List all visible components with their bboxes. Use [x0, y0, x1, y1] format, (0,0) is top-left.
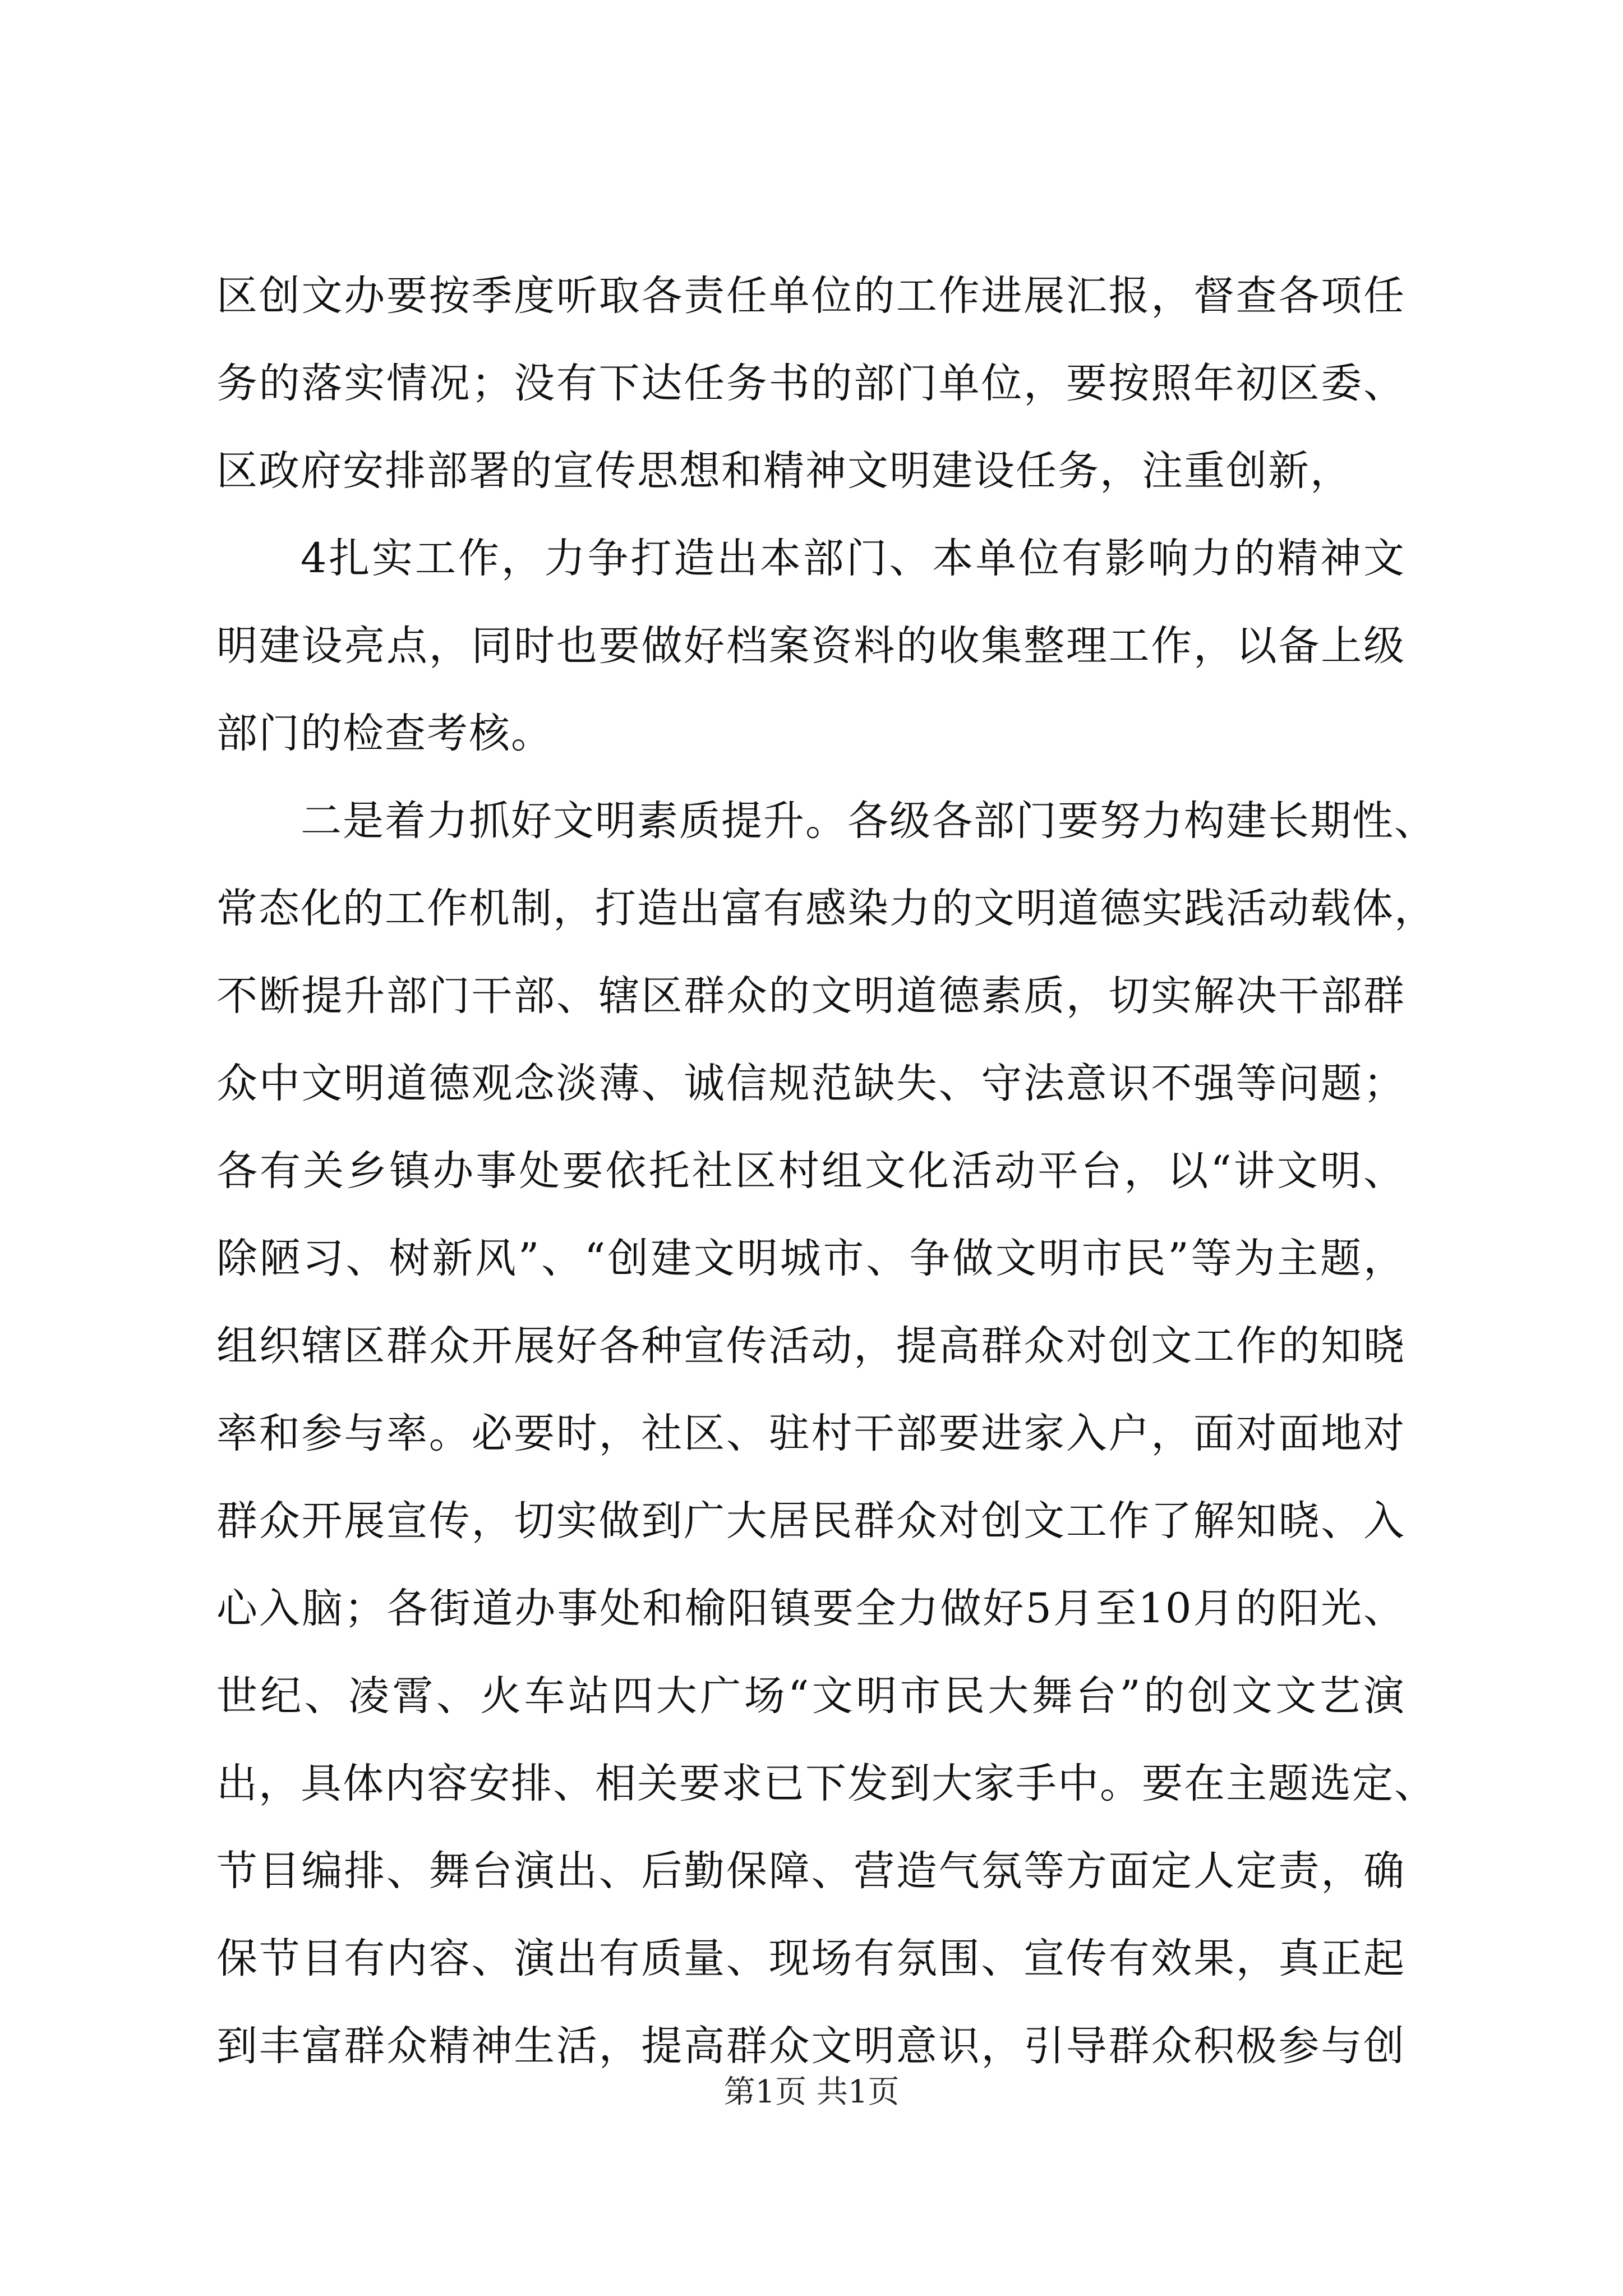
- text-line: 常态化的工作机制，打造出富有感染力的文明道德实践活动载体，: [216, 885, 1436, 932]
- text-line: 保节目有内容、演出有质量、现场有氛围、宣传有效果，真正起: [216, 1935, 1405, 1982]
- text-line: 众中文明道德观念淡薄、诚信规范缺失、守法意识不强等问题；: [216, 1060, 1405, 1107]
- text-line: 出，具体内容安排、相关要求已下发到大家手中。要在主题选定、: [216, 1760, 1436, 1807]
- text-line: 到丰富群众精神生活，提高群众文明意识，引导群众积极参与创: [216, 2022, 1405, 2070]
- text-line: 二是着力抓好文明素质提升。各级各部门要努力构建长期性、: [301, 797, 1436, 845]
- text-line: 世纪、凌霄、火车站四大广场“文明市民大舞台”的创文文艺演: [216, 1672, 1405, 1720]
- text-line: 各有关乡镇办事处要依托社区村组文化活动平台，以“讲文明、: [216, 1147, 1405, 1195]
- text-line: 不断提升部门干部、辖区群众的文明道德素质，切实解决干部群: [216, 972, 1405, 1020]
- text-line: 区创文办要按季度听取各责任单位的工作进展汇报，督查各项任: [216, 272, 1405, 320]
- text-line: 部门的检查考核。: [216, 710, 553, 757]
- text-line: 明建设亮点，同时也要做好档案资料的收集整理工作，以备上级: [216, 622, 1405, 670]
- text-line: 率和参与率。必要时，社区、驻村干部要进家入户，面对面地对: [216, 1410, 1405, 1457]
- text-line: 群众开展宣传，切实做到广大居民群众对创文工作了解知晓、入: [216, 1497, 1405, 1545]
- document-body: [216, 252, 1436, 2090]
- text-line: 4扎实工作，力争打造出本部门、本单位有影响力的精神文: [301, 535, 1405, 582]
- text-line: 心入脑；各街道办事处和榆阳镇要全力做好5月至10月的阳光、: [216, 1585, 1405, 1632]
- page-number-label: 第1页 共1页: [723, 2074, 900, 2110]
- page-footer: [0, 2070, 1623, 2115]
- text-line: 除陋习、树新风”、“创建文明城市、争做文明市民”等为主题，: [216, 1235, 1405, 1282]
- text-line: 组织辖区群众开展好各种宣传活动，提高群众对创文工作的知晓: [216, 1322, 1405, 1370]
- text-line: 节目编排、舞台演出、后勤保障、营造气氛等方面定人定责，确: [216, 1847, 1405, 1895]
- text-line: 区政府安排部署的宣传思想和精神文明建设任务，注重创新，: [216, 447, 1352, 495]
- text-line: 务的落实情况；没有下达任务书的部门单位，要按照年初区委、: [216, 360, 1405, 407]
